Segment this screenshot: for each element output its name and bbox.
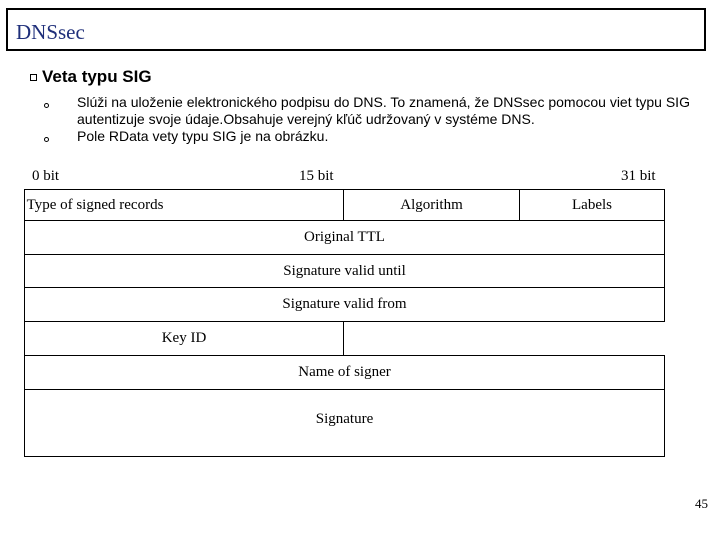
section-heading: Veta typu SIG [42, 67, 152, 86]
field-sig-valid-from [24, 287, 665, 322]
field-sig-valid-until [24, 254, 665, 288]
field-label: Original TTL [304, 229, 385, 245]
field-label-signature: Signature [315, 411, 374, 427]
field-algorithm [343, 189, 520, 221]
field-label: Labels [572, 196, 612, 213]
field-label: Signature valid from [282, 296, 407, 312]
circle-bullet-icon [44, 103, 49, 108]
field-label: Signature valid until [283, 262, 406, 279]
field-label: Type of signed records [26, 196, 164, 213]
bit-label-start: 0 bit [32, 168, 60, 184]
field-label: Algorithm [400, 196, 463, 213]
bit-label-middle: 15 bit [299, 168, 334, 184]
field-labels [519, 189, 665, 221]
field-original-ttl [24, 220, 665, 255]
field-key-id [24, 321, 344, 356]
slide-title: DNSsec [16, 20, 85, 44]
field-signer-signature [24, 355, 665, 457]
page-number: 45 [695, 496, 708, 511]
bit-label-end: 31 bit [621, 168, 656, 184]
signer-divider [24, 389, 665, 390]
paragraph-item: Pole RData vety typu SIG je na obrázku. [77, 128, 329, 144]
paragraph-item: Slúži na uloženie elektronického podpisu do DNS. To znamená, že DNSsec pomocou viet typu SIG autentizuje svoje údaje.Obsahuje verejný kľúč udržovaný v systéme DNS. [77, 94, 690, 127]
field-label-signer: Name of signer [298, 364, 391, 380]
field-type-signed [24, 189, 344, 221]
paragraph-list [77, 94, 707, 145]
title-box [6, 8, 706, 51]
circle-bullet-icon [44, 137, 49, 142]
square-bullet-icon [30, 74, 37, 81]
field-label: Key ID [161, 330, 207, 346]
